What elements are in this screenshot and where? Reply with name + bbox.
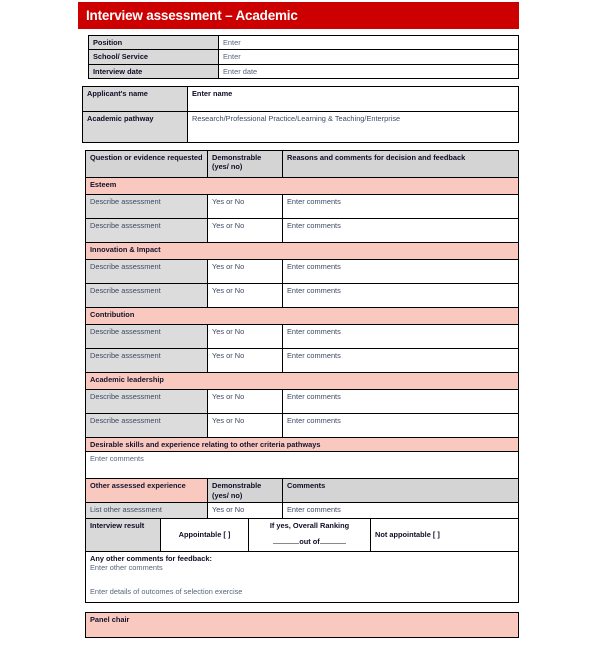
desirable-skills-comments[interactable]: Enter comments [86, 452, 519, 479]
demonstrable-cell[interactable]: Yes or No [208, 195, 283, 219]
section-header-innovation-impact: Innovation & Impact [86, 243, 519, 260]
column-header-demonstrable: Demonstrable (yes/ no) [208, 151, 283, 178]
table-row [86, 260, 519, 284]
describe-assessment-cell[interactable]: Describe assessment [86, 284, 208, 308]
feedback-cell[interactable] [86, 552, 519, 603]
section-header-row [86, 243, 519, 260]
applicant-table [82, 86, 519, 143]
overall-ranking-field[interactable] [249, 519, 371, 552]
demonstrable-cell[interactable]: Yes or No [208, 219, 283, 243]
position-value[interactable]: Enter [219, 36, 519, 50]
document-title-banner [78, 2, 519, 29]
demonstrable-cell[interactable]: Yes or No [208, 260, 283, 284]
section-header-row [86, 438, 519, 452]
table-row [83, 112, 519, 143]
comments-cell[interactable]: Enter comments [283, 325, 519, 349]
not-appointable-label: Not appointable [ ] [375, 530, 440, 540]
section-header-row [86, 308, 519, 325]
school-service-label: School/ Service [89, 50, 219, 64]
comments-cell[interactable]: Enter comments [283, 284, 519, 308]
other-assessed-label: Other assessed experience [86, 479, 208, 503]
section-header-contribution: Contribution [86, 308, 519, 325]
interview-result-row [86, 519, 519, 552]
section-header-row [86, 373, 519, 390]
outcome-placeholder[interactable]: Enter details of outcomes of selection exercise [90, 586, 243, 596]
feedback-placeholder[interactable]: Enter other comments [90, 563, 163, 573]
table-row [86, 613, 519, 638]
comments-cell[interactable]: Enter comments [283, 219, 519, 243]
comments-cell[interactable]: Enter comments [283, 260, 519, 284]
overall-ranking-inputs[interactable] [253, 537, 366, 546]
other-assessment-item-cell[interactable]: List other assessment [86, 502, 208, 527]
feedback-heading: Any other comments for feedback: [90, 554, 212, 563]
section-header-esteem: Esteem [86, 178, 519, 195]
section-header-academic-leadership: Academic leadership [86, 373, 519, 390]
demonstrable-cell[interactable]: Yes or No [208, 284, 283, 308]
describe-assessment-cell[interactable]: Describe assessment [86, 349, 208, 373]
demonstrable-cell[interactable]: Yes or No [208, 349, 283, 373]
other-assessed-comments-header: Comments [283, 479, 519, 503]
assessment-header-row [86, 151, 519, 178]
other-assessment-comments-cell[interactable]: Enter comments [283, 502, 519, 527]
describe-assessment-cell[interactable]: Describe assessment [86, 260, 208, 284]
ranking-total-blank[interactable] [320, 543, 346, 544]
page-title: Interview assessment – Academic [86, 8, 298, 23]
comments-cell[interactable]: Enter comments [283, 414, 519, 438]
describe-assessment-cell[interactable]: Describe assessment [86, 219, 208, 243]
table-row [86, 219, 519, 243]
applicant-name-label: Applicant's name [83, 87, 188, 112]
not-appointable-checkbox[interactable] [371, 519, 519, 552]
feedback-row [86, 552, 519, 603]
section-header-desirable-skills: Desirable skills and experience relating to other criteria pathways [86, 438, 519, 452]
table-row [86, 195, 519, 219]
academic-pathway-label: Academic pathway [83, 112, 188, 143]
panel-chair-label: Panel chair [86, 613, 519, 638]
column-header-reasons: Reasons and comments for decision and feedback [283, 151, 519, 178]
interview-date-value[interactable]: Enter date [219, 64, 519, 78]
appointable-label: Appointable [ ] [178, 530, 231, 540]
comments-cell[interactable]: Enter comments [283, 195, 519, 219]
school-service-value[interactable]: Enter [219, 50, 519, 64]
other-assessed-demonstrable-header: Demonstrable (yes/ no) [208, 479, 283, 503]
appointable-checkbox[interactable] [161, 519, 249, 552]
describe-assessment-cell[interactable]: Describe assessment [86, 414, 208, 438]
table-row [89, 50, 519, 64]
section-header-row [86, 178, 519, 195]
describe-assessment-cell[interactable]: Describe assessment [86, 325, 208, 349]
demonstrable-cell[interactable]: Yes or No [208, 390, 283, 414]
academic-pathway-value[interactable]: Research/Professional Practice/Learning & Teaching/Enterprise [188, 112, 519, 143]
applicant-name-value[interactable]: Enter name [188, 87, 519, 112]
table-row [86, 452, 519, 479]
position-label: Position [89, 36, 219, 50]
demonstrable-cell[interactable]: Yes or No [208, 325, 283, 349]
table-row [89, 36, 519, 50]
table-row [86, 349, 519, 373]
table-row [86, 414, 519, 438]
table-row [89, 64, 519, 78]
demonstrable-cell[interactable]: Yes or No [208, 414, 283, 438]
describe-assessment-cell[interactable]: Describe assessment [86, 195, 208, 219]
interview-date-label: Interview date [89, 64, 219, 78]
other-assessment-demonstrable-cell[interactable]: Yes or No [208, 502, 283, 527]
table-row [86, 284, 519, 308]
panel-chair-table [85, 612, 519, 638]
comments-cell[interactable]: Enter comments [283, 349, 519, 373]
ranking-position-blank[interactable] [273, 543, 299, 544]
table-row [86, 325, 519, 349]
basic-info-table [88, 35, 519, 79]
column-header-question: Question or evidence requested [86, 151, 208, 178]
other-assessed-header-row [86, 479, 519, 503]
comments-cell[interactable]: Enter comments [283, 390, 519, 414]
table-row [83, 87, 519, 112]
describe-assessment-cell[interactable]: Describe assessment [86, 390, 208, 414]
interview-result-label: Interview result [86, 519, 161, 552]
out-of-label: out of [299, 537, 320, 547]
assessment-table [85, 150, 519, 541]
overall-ranking-label: If yes, Overall Ranking [269, 521, 350, 530]
table-row [86, 390, 519, 414]
interview-result-table [85, 518, 519, 603]
